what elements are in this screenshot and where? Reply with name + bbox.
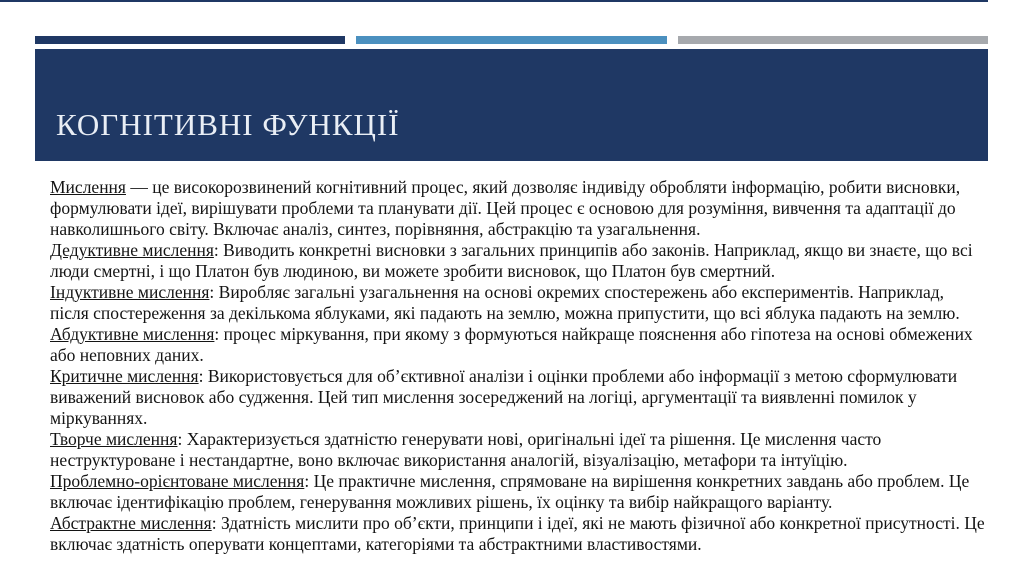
term-separator: : (198, 366, 208, 386)
definition-text: Здатність мислити про об’єкти, принципи і ідеї, які не мають фізичної або конкретної присутності. Це включає здатність оперувати концептами, категоріями та абстрактними властивостями. (50, 513, 985, 554)
term-separator: : (213, 240, 224, 260)
definition-paragraph (50, 366, 987, 429)
definition-text: це високорозвинений когнітивний процес, який дозволяє індивіду обробляти інформацію, робити висновки, формулювати ідеї, вирішувати проблеми та планувати дії. Цей процес є основою для розуміння, вивчення та адаптації до навколишнього світу. Включає аналіз, синтез, порівняння, абстракцію та узагальнення. (50, 177, 961, 239)
slide-top-border (0, 0, 988, 2)
term-label: Абдуктивне мислення (50, 324, 215, 344)
term-label: Дедуктивне мислення (50, 240, 214, 260)
definition-text: Характеризується здатністю генерувати нові, оригінальні ідеї та рішення. Це мислення часто неструктуроване і нестандартне, воно включає використання аналогій, візуалізацію, метафори та інтуїцію. (50, 429, 882, 470)
definition-paragraph (50, 177, 987, 240)
definition-text: Виводить конкретні висновки з загальних принципів або законів. Наприклад, якщо ви знаєте, що всі люди смертні, і що Платон був людиною, ви можете зробити висновок, що Платон був смертний. (50, 240, 973, 281)
definition-text: Це практичне мислення, спрямоване на вирішення конкретних завдань або проблем. Це включає ідентифікацію проблем, генерування можливих рішень, їх оцінку та вибір найкращого варіанту. (50, 471, 970, 512)
definition-paragraph (50, 429, 987, 471)
slide-body (50, 177, 987, 555)
slide-title: КОГНІТИВНІ ФУНКЦІЇ (56, 107, 400, 142)
term-label: Мислення (50, 177, 126, 197)
term-label: Абстрактне мислення (50, 513, 212, 533)
definition-text: Використовується для об’єктивної аналізи і оцінки проблеми або інформації з метою сформулювати виважений висновок або судження. Цей тип мислення зосереджений на логіці, аргументації та виявленні помилок у міркуваннях. (50, 366, 958, 428)
definition-paragraph (50, 324, 987, 366)
term-separator: : (304, 471, 314, 491)
slide-header (35, 49, 988, 161)
term-label: Творче мислення (50, 429, 178, 449)
definition-text: процес міркування, при якому з формуються найкраще пояснення або гіпотеза на основі обмежених або неповних даних. (50, 324, 973, 365)
accent-bar-blue (356, 36, 666, 44)
definition-paragraph (50, 471, 987, 513)
term-separator: : (209, 282, 219, 302)
accent-bar-navy (35, 36, 345, 44)
term-label: Проблемно-орієнтоване мислення (50, 471, 305, 491)
term-label: Критичне мислення (50, 366, 199, 386)
term-separator: : (177, 429, 187, 449)
accent-bars (35, 36, 988, 44)
term-label: Індуктивне мислення (50, 282, 210, 302)
term-separator: — (125, 177, 153, 197)
definition-text: Виробляє загальні узагальнення на основі окремих спостережень або експериментів. Наприклад, після спостереження за декількома яблуками, які падають на землю, можна припустити, що всі яблука падають на землю. (50, 282, 960, 323)
accent-bar-gray (678, 36, 988, 44)
term-separator: : (211, 513, 221, 533)
definition-paragraph (50, 240, 987, 282)
definition-paragraph (50, 282, 987, 324)
definition-paragraph (50, 513, 987, 555)
term-separator: : (214, 324, 224, 344)
